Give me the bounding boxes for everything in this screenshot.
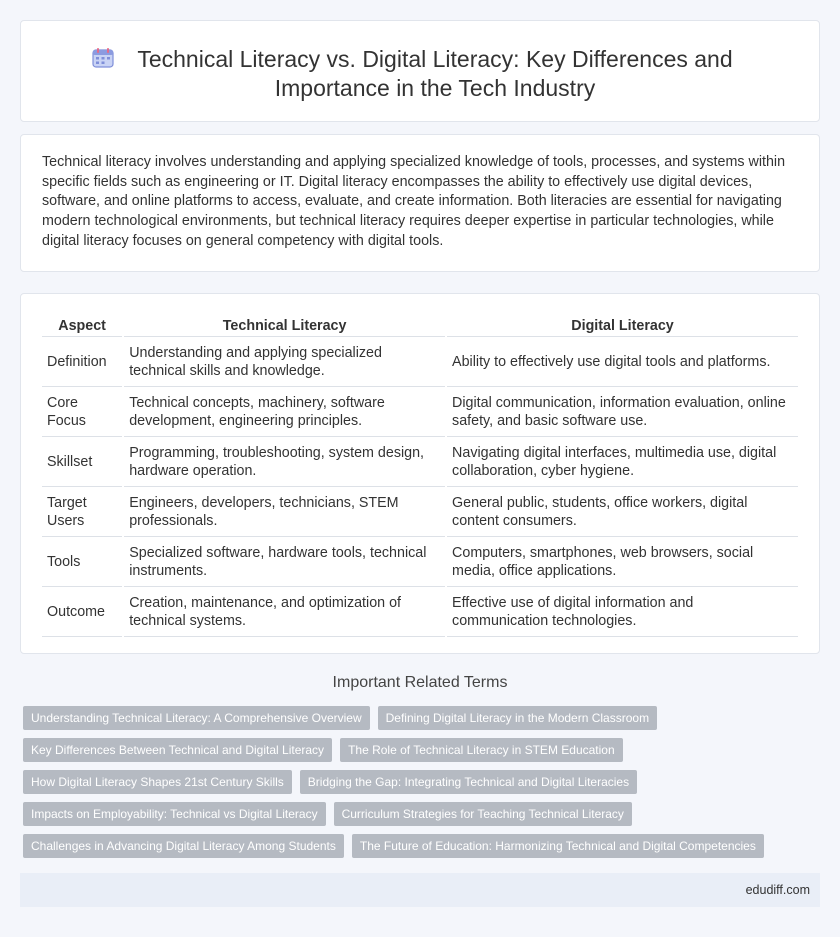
related-term-link[interactable]: Bridging the Gap: Integrating Technical and Digital Literacies (300, 770, 637, 794)
row-technical: Technical concepts, machinery, software development, engineering principles. (124, 387, 445, 437)
row-aspect: Core Focus (42, 387, 122, 437)
related-term-link[interactable]: The Role of Technical Literacy in STEM Education (340, 738, 623, 762)
row-digital: Ability to effectively use digital tools and platforms. (447, 337, 798, 387)
row-aspect: Outcome (42, 587, 122, 637)
header-aspect: Aspect (42, 312, 122, 337)
related-term-link[interactable]: How Digital Literacy Shapes 21st Century Skills (23, 770, 292, 794)
header-technical-literacy: Technical Literacy (124, 312, 445, 337)
intro-card (20, 134, 820, 272)
row-digital: Navigating digital interfaces, multimedia use, digital collaboration, cyber hygiene. (447, 437, 798, 487)
related-term-link[interactable]: Defining Digital Literacy in the Modern Classroom (378, 706, 657, 730)
tag-row (23, 802, 803, 826)
related-term-link[interactable]: Key Differences Between Technical and Digital Literacy (23, 738, 332, 762)
row-technical: Specialized software, hardware tools, technical instruments. (124, 537, 445, 587)
related-term-link[interactable]: The Future of Education: Harmonizing Technical and Digital Competencies (352, 834, 764, 858)
tag-row (23, 834, 803, 858)
site-link[interactable]: edudiff.com (745, 883, 810, 897)
related-terms-list (23, 706, 803, 866)
page-title: Technical Literacy vs. Digital Literacy: Key Differences and Importance in the Tech Industry (137, 46, 733, 101)
related-term-link[interactable]: Challenges in Advancing Digital Literacy Among Students (23, 834, 344, 858)
table-row (42, 487, 798, 537)
comparison-table-card (20, 293, 820, 654)
footer (20, 873, 820, 907)
intro-paragraph: Technical literacy involves understanding and applying specialized knowledge of tools, processes, and systems within specific fields such as engineering or IT. Digital literacy encompasses the ability to effectively use digital devices, software, and online platforms to access, evaluate, and create information. Both literacies are essential for navigating modern technological environments, but technical literacy requires deeper expertise in particular technologies, while digital literacy focuses on general competency with digital tools. (42, 154, 786, 249)
tag-row (23, 770, 803, 794)
row-technical: Understanding and applying specialized technical skills and knowledge. (124, 337, 445, 387)
table-row (42, 587, 798, 637)
row-technical: Engineers, developers, technicians, STEM professionals. (124, 487, 445, 537)
row-digital: Effective use of digital information and communication technologies. (447, 587, 798, 637)
tag-row (23, 738, 803, 762)
table-row (42, 537, 798, 587)
header-digital-literacy: Digital Literacy (447, 312, 798, 337)
row-aspect: Definition (42, 337, 122, 387)
row-digital: Computers, smartphones, web browsers, social media, office applications. (447, 537, 798, 587)
related-term-link[interactable]: Impacts on Employability: Technical vs Digital Literacy (23, 802, 326, 826)
comparison-table (40, 312, 800, 637)
tag-row (23, 706, 803, 730)
related-terms-title: Important Related Terms (332, 674, 508, 691)
row-technical: Creation, maintenance, and optimization of technical systems. (124, 587, 445, 637)
related-term-link[interactable]: Curriculum Strategies for Teaching Technical Literacy (334, 802, 632, 826)
header-card (20, 20, 820, 122)
row-aspect: Target Users (42, 487, 122, 537)
table-row (42, 437, 798, 487)
row-aspect: Tools (42, 537, 122, 587)
table-row (42, 387, 798, 437)
row-aspect: Skillset (42, 437, 122, 487)
row-technical: Programming, troubleshooting, system design, hardware operation. (124, 437, 445, 487)
row-digital: General public, students, office workers, digital content consumers. (447, 487, 798, 537)
row-digital: Digital communication, information evaluation, online safety, and basic software use. (447, 387, 798, 437)
related-term-link[interactable]: Understanding Technical Literacy: A Comprehensive Overview (23, 706, 370, 730)
table-row (42, 337, 798, 387)
